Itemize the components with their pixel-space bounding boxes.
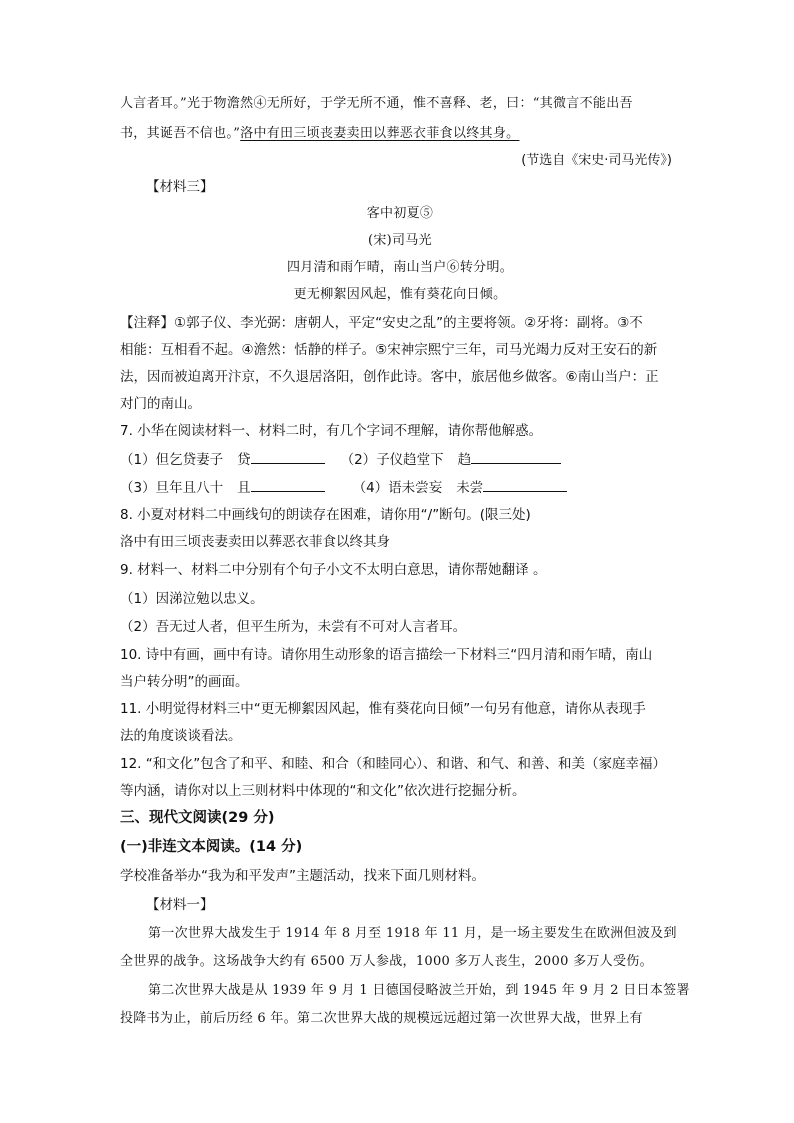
item-number: （4） (352, 480, 389, 496)
paragraph-line: 全世界的战争。这场战争大约有 6500 万人参战，1000 多万人丧生，2000 多万人受伤。 (120, 954, 653, 969)
question-11-line: 11. 小明觉得材料三中“更无柳絮因风起，惟有葵花向日倾”一句另有他意，请你从表现手 (120, 701, 646, 717)
item-text: 语未尝妄 (388, 480, 443, 496)
item-text: 子仪趋堂下 (376, 452, 444, 468)
source-citation: (节选自《宋史·司马光传》) (521, 153, 672, 168)
answer-blank[interactable] (471, 449, 561, 464)
passage-line: 人言者耳。”光于物澹然④无所好，于学无所不通，惟不喜释、老，曰：“其微言不能出吾 (120, 96, 633, 111)
answer-blank[interactable] (483, 477, 567, 492)
poem-author: (宋)司马光 (368, 233, 432, 248)
item-number: （2） (340, 452, 377, 468)
item-word: 趋 (457, 452, 472, 468)
notes-line: 【注释】①郭子仪、李光弼：唐朝人，平定“安史之乱”的主要将领。②牙将：副将。③不 (120, 315, 643, 331)
passage-line (120, 124, 680, 144)
question-12-line: 等内涵，请你对以上三则材料中体现的“和文化”依次进行挖掘分析。 (120, 783, 526, 799)
poem-line: 四月清和雨乍晴，南山当户⑥转分明。 (286, 260, 514, 275)
passage-text: 书，其诞吾不信也。” (120, 126, 241, 141)
answer-blank[interactable] (251, 449, 325, 464)
underlined-sentence: 洛中有田三顷丧妻卖田以葬恶衣菲食以终其身。 (240, 126, 520, 141)
item-word: 未尝 (456, 480, 484, 496)
notes-line: 法，因而被迫离开汴京，不久退居洛阳，创作此诗。客中，旅居他乡做客。⑥南山当户：正 (120, 369, 659, 385)
answer-blank[interactable] (251, 477, 325, 492)
subsection-title: (一)非连文本阅读。(14 分) (120, 839, 303, 855)
paragraph-line: 第二次世界大战是从 1939 年 9 月 1 日德国侵略波兰开始，到 1945 年 9 月 2 日日本签署 (148, 983, 690, 998)
material-one-heading: 【材料一】 (146, 897, 214, 913)
notes-line: 对门的南山。 (120, 396, 201, 412)
question-10-line: 10. 诗中有画，画中有诗。请你用生动形象的语言描绘一下材料三“四月清和雨乍晴，南山 (120, 647, 653, 663)
question-8-sentence: 洛中有田三顷丧妻卖田以葬恶衣菲食以终其身 (120, 534, 390, 550)
question-9-item: （1）因涕泣勉以忠义。 (120, 591, 264, 607)
item-text: 但乞贷妻子 (155, 452, 224, 468)
material-three-heading: 【材料三】 (146, 179, 214, 195)
question-12-line: 12. “和文化”包含了和平、和睦、和合（和睦同心）、和谐、和气、和善、和美（家庭幸福） (120, 756, 666, 772)
section-intro: 学校准备举办“我为和平发声”主题活动，找来下面几则材料。 (120, 868, 485, 884)
paragraph-line: 投降书为止，前后历经 6 年。第二次世界大战的规模远远超过第一次世界大战，世界上有 (120, 1011, 643, 1026)
item-word: 且 (237, 480, 251, 496)
question-7-prompt: 7. 小华在阅读材料一、材料二时，有几个字词不理解，请你帮他解惑。 (120, 423, 543, 439)
item-word: 贷 (237, 452, 251, 468)
item-text: 旦年且八十 (155, 480, 224, 496)
question-7-row (120, 449, 680, 470)
item-number: （3） (120, 480, 156, 496)
item-number: （1） (120, 452, 156, 468)
notes-line: 相能：互相看不起。④澹然：恬静的样子。⑤宋神宗熙宁三年，司马光竭力反对王安石的新 (120, 342, 658, 358)
question-10-line: 当户转分明”的画面。 (120, 674, 249, 690)
question-11-line: 法的角度谈谈看法。 (120, 728, 242, 744)
poem-line: 更无柳絮因风起，惟有葵花向日倾。 (293, 287, 507, 302)
poem-title: 客中初夏⑤ (366, 206, 434, 221)
question-9-prompt: 9. 材料一、材料二中分别有个句子小文不太明白意思，请你帮她翻译 。 (120, 562, 547, 578)
section-title: 三、现代文阅读(29 分) (120, 810, 275, 826)
question-7-row (120, 477, 680, 498)
paragraph-line: 第一次世界大战发生于 1914 年 8 月至 1918 年 11 月，是一场主要发生在欧洲但波及到 (148, 926, 677, 941)
question-9-item: （2）吾无过人者，但平生所为，未尝有不可对人言者耳。 (120, 619, 467, 635)
question-8-prompt: 8. 小夏对材料二中画线句的朗读存在困难，请你用“/”断句。(限三处) (120, 507, 531, 523)
